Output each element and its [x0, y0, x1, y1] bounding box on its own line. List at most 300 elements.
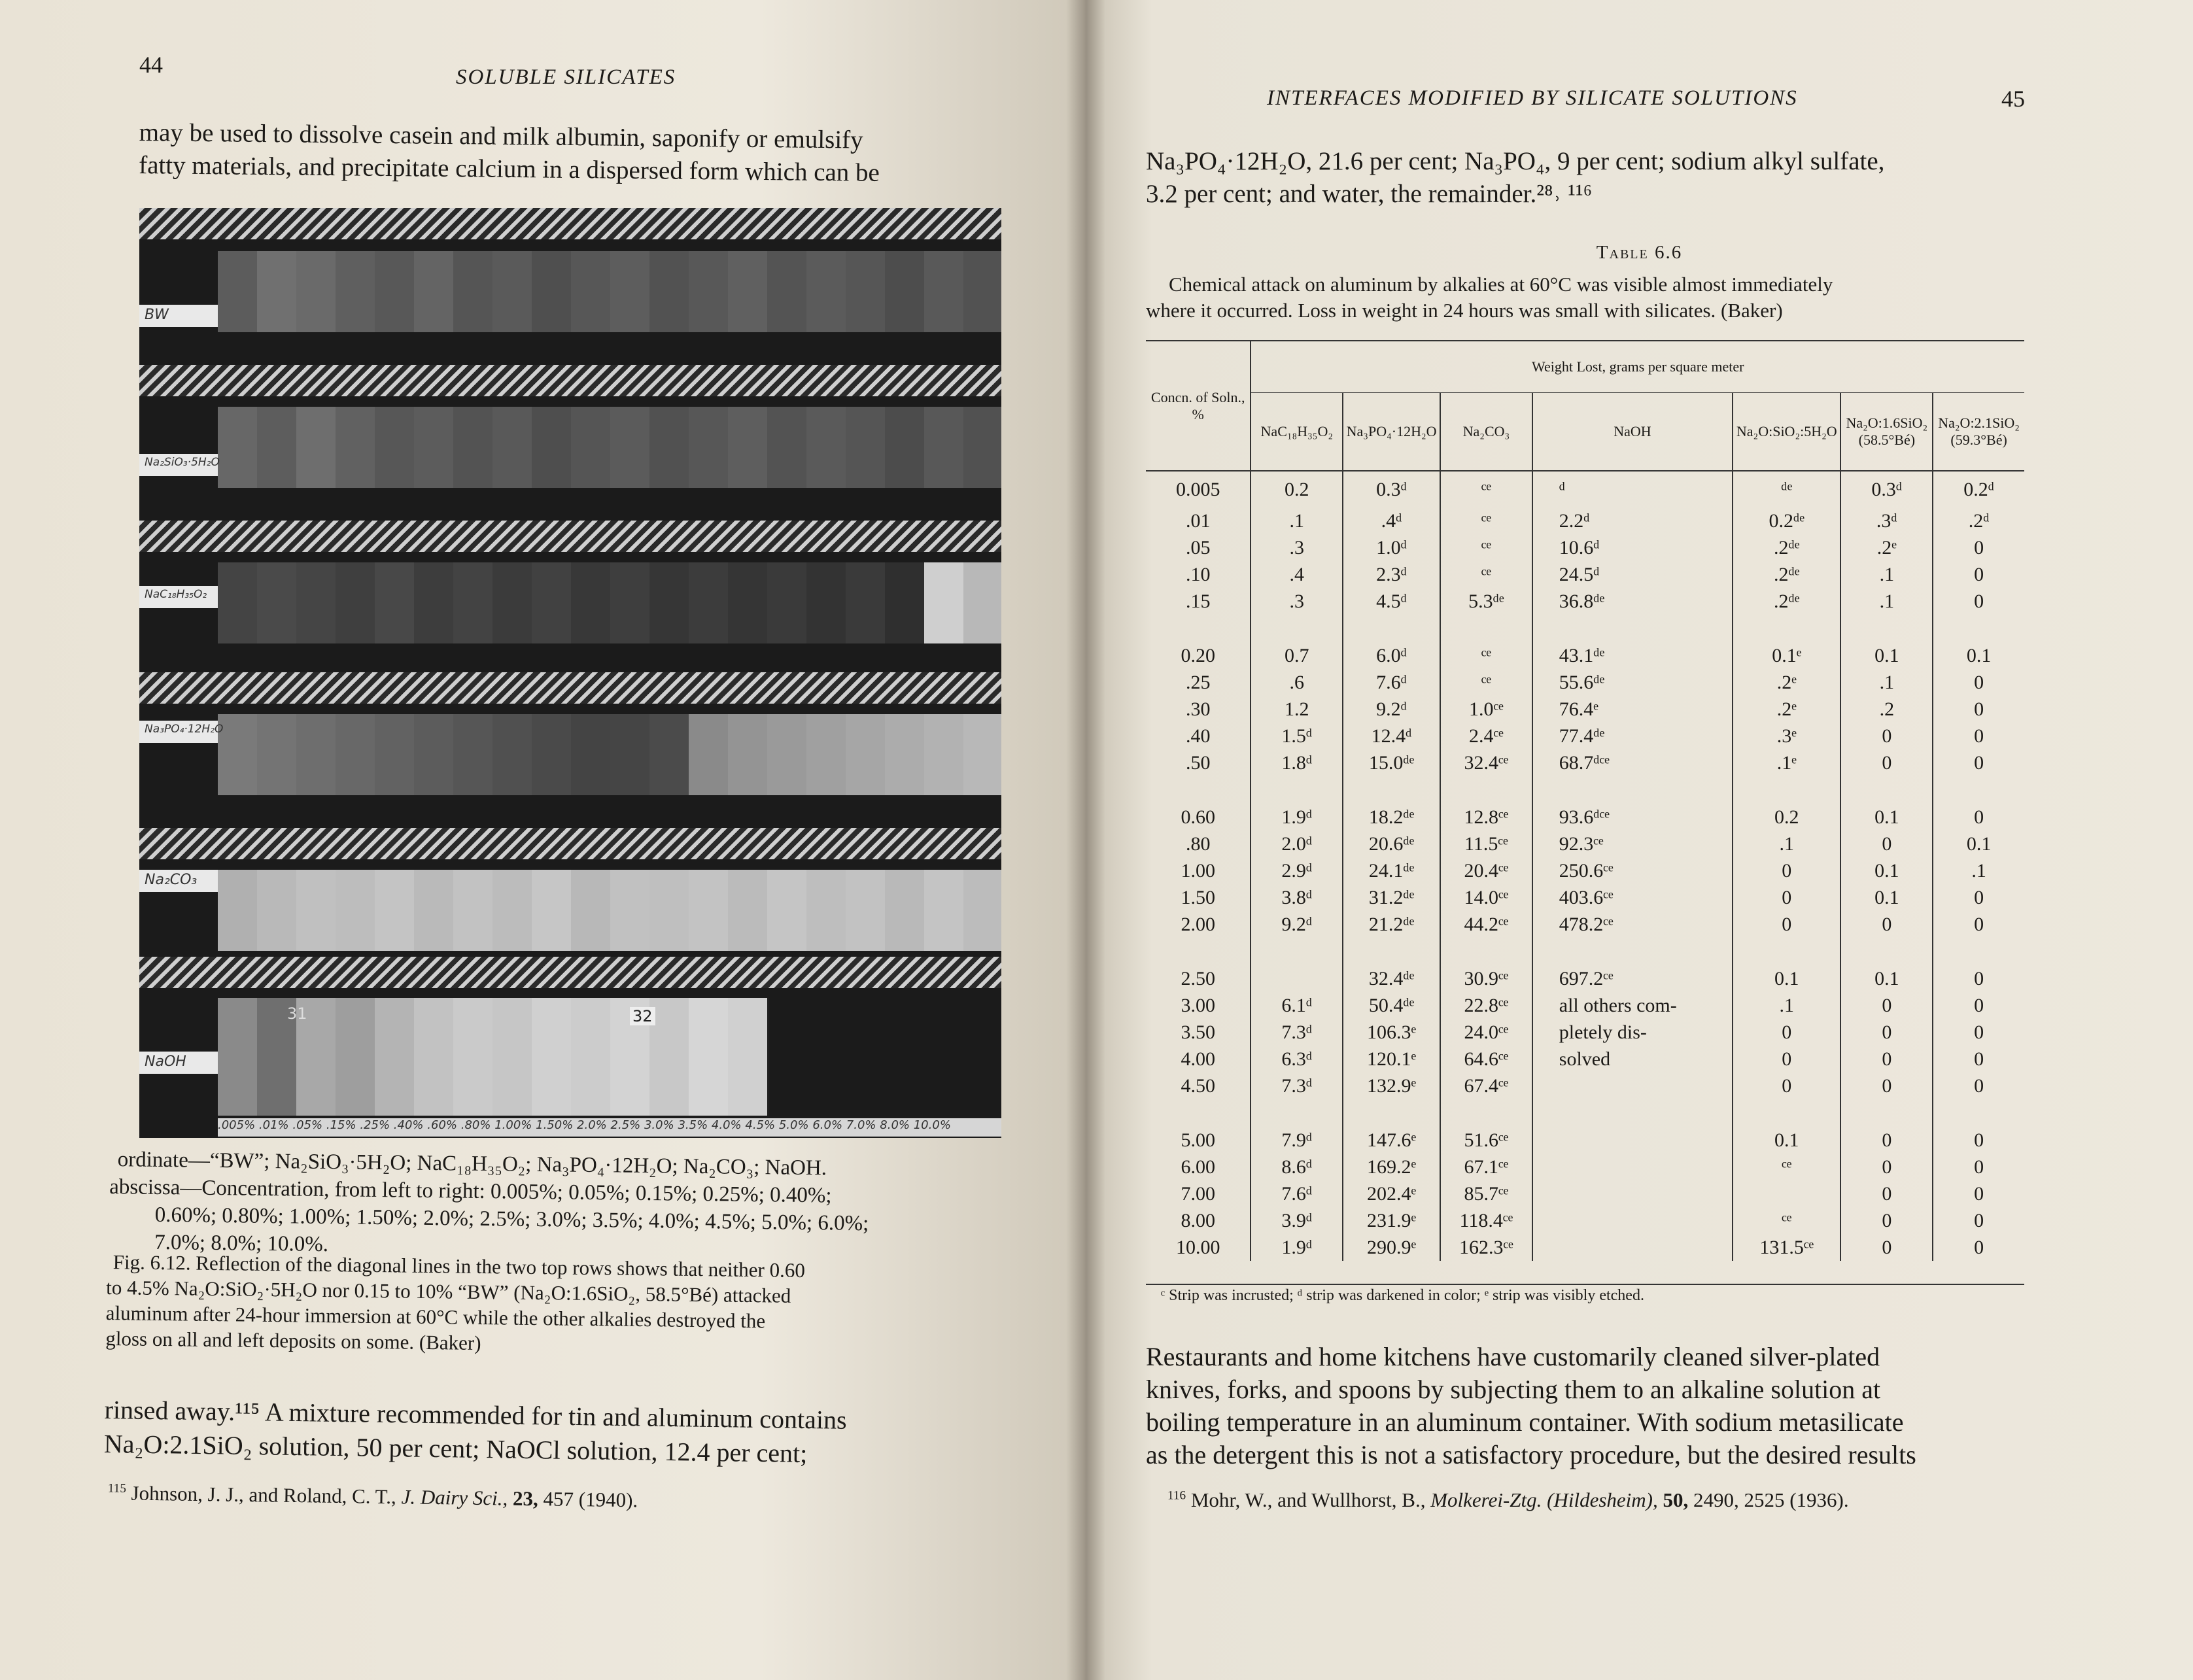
concentration-cell: .80: [1185, 832, 1211, 855]
caption-line: to 4.5% Na₂O:SiO₂·5H₂O nor 0.15 to 10% “BW” (Na₂O:1.6SiO₂, 58.5°Bé) attacked: [106, 1275, 791, 1307]
value-cell: 0: [1933, 1046, 2024, 1072]
value-cell: solved: [1532, 1046, 1733, 1072]
value-cell: 131.5ᶜᵉ: [1733, 1234, 1840, 1261]
caption-line: 0.60%; 0.80%; 1.00%; 1.50%; 2.0%; 2.5%; 3.0%; 3.5%; 4.0%; 4.5%; 5.0%; 6.0%;: [154, 1203, 869, 1236]
figure-caption: [105, 1249, 1006, 1362]
value-cell: ᶜᵉ: [1733, 1154, 1840, 1180]
value-cell: 7.9ᵈ: [1251, 1127, 1343, 1154]
value-cell: 92.3ᶜᵉ: [1532, 831, 1733, 857]
weight-loss-table: [1146, 340, 2024, 1261]
caption-line: 7.0%; 8.0%; 10.0%.: [154, 1230, 329, 1257]
abscissa-label: 1.50%: [536, 1118, 574, 1132]
abscissa-label: 4.5%: [745, 1118, 776, 1132]
value-cell: 1.0ᶜᵉ: [1440, 696, 1532, 723]
table-row: [1146, 1207, 2024, 1234]
stub-header: Concn. of Soln., %: [1146, 341, 1251, 471]
value-cell: .1: [1840, 588, 1933, 615]
table-row: [1146, 588, 2024, 615]
concentration-cell: .25: [1185, 671, 1211, 693]
value-cell: 250.6ᶜᵉ: [1532, 857, 1733, 884]
table-row: [1146, 1180, 2024, 1207]
value-cell: 0.3ᵈ: [1840, 471, 1933, 507]
value-cell: 0: [1933, 911, 2024, 938]
table-row: [1146, 1234, 2024, 1261]
value-cell: 2.2ᵈ: [1532, 507, 1733, 534]
hatch-band: [139, 365, 1001, 396]
value-cell: 50.4ᵈᵉ: [1343, 992, 1440, 1019]
group-spacer: [1146, 776, 2024, 804]
value-cell: .2ᵈ: [1933, 507, 2024, 534]
abscissa-label: .25%: [360, 1118, 390, 1132]
running-head: SOLUBLE SILICATES: [456, 65, 676, 89]
row-label-stearate: NaC₁₈H₃₅O₂: [139, 586, 218, 608]
concentration-cell: 1.50: [1181, 886, 1215, 908]
value-cell: ᶜᵉ: [1733, 1207, 1840, 1234]
value-cell: 7.3ᵈ: [1251, 1019, 1343, 1046]
caption-line: ordinate—“BW”; Na₂SiO₃·5H₂O; NaC₁₈H₃₅O₂; Na₃PO₄·12H₂O; Na₂CO₃; NaOH.: [117, 1148, 827, 1180]
footnote-number: 116: [1167, 1488, 1186, 1503]
value-cell: 5.3ᵈᵉ: [1440, 588, 1532, 615]
value-cell: [1532, 1127, 1733, 1154]
abscissa-label: 3.0%: [644, 1118, 674, 1132]
abscissa-label: 6.0%: [812, 1118, 843, 1132]
value-cell: 0: [1840, 1234, 1933, 1261]
caption-line: aluminum after 24-hour immersion at 60°C while the other alkalies destroyed the: [105, 1301, 766, 1333]
value-cell: 0: [1933, 1154, 2024, 1180]
value-cell: 12.8ᶜᵉ: [1440, 804, 1532, 831]
table-row: [1146, 992, 2024, 1019]
abscissa-label: 8.0%: [880, 1118, 910, 1132]
abscissa-label: 3.5%: [678, 1118, 708, 1132]
value-cell: 24.0ᶜᵉ: [1440, 1019, 1532, 1046]
value-cell: .1: [1733, 831, 1840, 857]
value-cell: .6: [1251, 669, 1343, 696]
value-cell: 12.4ᵈ: [1343, 723, 1440, 749]
value-cell: 9.2ᵈ: [1251, 911, 1343, 938]
value-cell: 697.2ᶜᵉ: [1532, 965, 1733, 992]
concentration-cell: .10: [1185, 563, 1211, 585]
table-row: [1146, 561, 2024, 588]
value-cell: .2ᵈᵉ: [1733, 534, 1840, 561]
table-row: [1146, 534, 2024, 561]
value-cell: 0: [1840, 911, 1933, 938]
text-line: rinsed away.¹¹⁵ A mixture recommended for tin and aluminum contains: [104, 1394, 847, 1435]
value-cell: ᵈᵉ: [1733, 471, 1840, 507]
value-cell: 11.5ᶜᵉ: [1440, 831, 1532, 857]
strip-number: 31: [287, 1004, 307, 1023]
value-cell: 0: [1733, 857, 1840, 884]
page-number: 45: [2001, 86, 2025, 112]
value-cell: 0: [1933, 534, 2024, 561]
caption-line: abscissa—Concentration, from left to right: 0.005%; 0.05%; 0.15%; 0.25%; 0.40%;: [109, 1174, 832, 1208]
value-cell: 231.9ᵉ: [1343, 1207, 1440, 1234]
value-cell: [1532, 1180, 1733, 1207]
abscissa-label: .80%: [460, 1118, 491, 1132]
table-row: [1146, 804, 2024, 831]
strip-row-bw: [139, 246, 1001, 337]
value-cell: 14.0ᶜᵉ: [1440, 884, 1532, 911]
value-cell: 0.1: [1733, 1127, 1840, 1154]
concentration-cell: .40: [1185, 725, 1211, 747]
value-cell: 55.6ᵈᵉ: [1532, 669, 1733, 696]
strip-number: 32: [630, 1007, 655, 1025]
table-row: [1146, 749, 2024, 776]
value-cell: 0: [1933, 561, 2024, 588]
value-cell: .3: [1251, 534, 1343, 561]
value-cell: ᵈ: [1532, 471, 1733, 507]
column-header: Na₃PO₄·12H₂O: [1343, 393, 1440, 471]
table-row: [1146, 1127, 2024, 1154]
value-cell: 169.2ᵉ: [1343, 1154, 1440, 1180]
value-cell: 0: [1933, 588, 2024, 615]
value-cell: 44.2ᶜᵉ: [1440, 911, 1532, 938]
abscissa-label: .15%: [326, 1118, 356, 1132]
table-rule: [1146, 1284, 2024, 1285]
value-cell: 0: [1840, 1127, 1933, 1154]
value-cell: [1532, 1207, 1733, 1234]
caption-line: gloss on all and left deposits on some. (Baker): [105, 1326, 481, 1355]
concentration-cell: 0.20: [1181, 644, 1215, 666]
text-line: knives, forks, and spoons by subjecting them to an alkaline solution at: [1146, 1375, 1881, 1404]
concentration-cell: 4.50: [1181, 1074, 1215, 1097]
text-line: boiling temperature in an aluminum container. With sodium metasilicate: [1146, 1407, 1904, 1437]
value-cell: 31.2ᵈᵉ: [1343, 884, 1440, 911]
value-cell: 147.6ᵉ: [1343, 1127, 1440, 1154]
value-cell: 43.1ᵈᵉ: [1532, 642, 1733, 669]
value-cell: .3ᵈ: [1840, 507, 1933, 534]
value-cell: .4ᵈ: [1343, 507, 1440, 534]
value-cell: .3: [1251, 588, 1343, 615]
value-cell: 15.0ᵈᵉ: [1343, 749, 1440, 776]
value-cell: 1.0ᵈ: [1343, 534, 1440, 561]
footnote-rest: 457 (1940).: [543, 1487, 638, 1512]
value-cell: 1.2: [1251, 696, 1343, 723]
table-row: [1146, 642, 2024, 669]
table-footnote: ᶜ Strip was incrusted; ᵈ strip was darkened in color; ᵉ strip was visibly etched.: [1161, 1287, 1644, 1304]
book-gutter: [1066, 0, 1105, 1680]
value-cell: 0: [1840, 1207, 1933, 1234]
footnote-journal: J. Dairy Sci.,: [401, 1485, 508, 1510]
caption-line: Fig. 6.12. Reflection of the diagonal lines in the two top rows shows that neither 0.60: [112, 1250, 806, 1282]
value-cell: 4.5ᵈ: [1343, 588, 1440, 615]
abscissa-label: 5.0%: [778, 1118, 809, 1132]
value-cell: .3ᵉ: [1733, 723, 1840, 749]
text-line: fatty materials, and precipitate calcium in a dispersed form which can be: [138, 150, 880, 187]
value-cell: 36.8ᵈᵉ: [1532, 588, 1733, 615]
value-cell: 21.2ᵈᵉ: [1343, 911, 1440, 938]
abscissa-label: .60%: [427, 1118, 457, 1132]
value-cell: 0: [1933, 1072, 2024, 1099]
value-cell: .1: [1251, 507, 1343, 534]
value-cell: 76.4ᵉ: [1532, 696, 1733, 723]
column-header: Na₂O:SiO₂:5H₂O: [1733, 393, 1840, 471]
row-label-carbonate: Na₂CO₃: [139, 870, 218, 892]
value-cell: 30.9ᶜᵉ: [1440, 965, 1532, 992]
concentration-cell: 5.00: [1181, 1129, 1215, 1151]
top-paragraph: [139, 116, 1029, 191]
value-cell: 0.7: [1251, 642, 1343, 669]
column-header: Na₂O:2.1SiO₂ (59.3°Bé): [1933, 393, 2024, 471]
value-cell: 3.9ᵈ: [1251, 1207, 1343, 1234]
value-cell: .2ᵉ: [1840, 534, 1933, 561]
table-row: [1146, 911, 2024, 938]
concentration-cell: 8.00: [1181, 1209, 1215, 1231]
hatch-band: [139, 957, 1001, 988]
abscissa-label: 10.0%: [913, 1118, 951, 1132]
value-cell: 0.1: [1840, 642, 1933, 669]
strip-row-metasilicate: [139, 402, 1001, 493]
table-row: [1146, 831, 2024, 857]
value-cell: 7.6ᵈ: [1251, 1180, 1343, 1207]
value-cell: 2.9ᵈ: [1251, 857, 1343, 884]
value-cell: [1532, 1072, 1733, 1099]
row-label-naoh: NaOH: [139, 1052, 218, 1074]
group-spacer: [1146, 1099, 2024, 1127]
value-cell: 10.6ᵈ: [1532, 534, 1733, 561]
table-body: [1146, 471, 2024, 1261]
column-header: NaC₁₈H₃₅O₂: [1251, 393, 1343, 471]
footnote-volume: 23,: [512, 1486, 539, 1511]
concentration-cell: 7.00: [1181, 1182, 1215, 1205]
value-cell: 118.4ᶜᵉ: [1440, 1207, 1532, 1234]
value-cell: .1: [1840, 669, 1933, 696]
value-cell: .1: [1933, 857, 2024, 884]
table-row: [1146, 884, 2024, 911]
value-cell: 0: [1933, 696, 2024, 723]
value-cell: 8.6ᵈ: [1251, 1154, 1343, 1180]
bottom-paragraph: [104, 1393, 1007, 1473]
value-cell: 0: [1933, 1127, 2024, 1154]
value-cell: .2ᵉ: [1733, 669, 1840, 696]
value-cell: 9.2ᵈ: [1343, 696, 1440, 723]
value-cell: 0: [1933, 992, 2024, 1019]
row-label-metasilicate: Na₂SiO₃·5H₂O: [139, 454, 218, 476]
text-line: may be used to dissolve casein and milk albumin, saponify or emulsify: [139, 118, 863, 154]
value-cell: 0.2: [1733, 804, 1840, 831]
value-cell: 0: [1733, 884, 1840, 911]
value-cell: 51.6ᶜᵉ: [1440, 1127, 1532, 1154]
concentration-cell: 2.50: [1181, 967, 1215, 989]
value-cell: 0: [1933, 749, 2024, 776]
strip-row-naoh: [139, 993, 1001, 1117]
value-cell: 0: [1733, 1072, 1840, 1099]
concentration-cell: 6.00: [1181, 1156, 1215, 1178]
column-header: NaOH: [1532, 393, 1733, 471]
footnote: [1167, 1486, 2031, 1514]
concentration-cell: .01: [1185, 509, 1211, 532]
value-cell: 6.1ᵈ: [1251, 992, 1343, 1019]
text-line: as the detergent this is not a satisfactory procedure, but the desired results: [1146, 1440, 1916, 1469]
value-cell: .2ᵈᵉ: [1733, 561, 1840, 588]
value-cell: 0: [1933, 884, 2024, 911]
value-cell: 3.8ᵈ: [1251, 884, 1343, 911]
abscissa-label: .005%: [218, 1118, 256, 1132]
bottom-paragraph: [1146, 1341, 2024, 1471]
value-cell: ᶜᵉ: [1440, 471, 1532, 507]
value-cell: pletely dis-: [1532, 1019, 1733, 1046]
value-cell: 1.8ᵈ: [1251, 749, 1343, 776]
table-row: [1146, 965, 2024, 992]
value-cell: 0: [1840, 1154, 1933, 1180]
hatch-band: [139, 672, 1001, 704]
running-head: INTERFACES MODIFIED BY SILICATE SOLUTIONS: [1267, 86, 1798, 110]
text-line: Na₂O:2.1SiO₂ solution, 50 per cent; NaOCl solution, 12.4 per cent;: [103, 1428, 808, 1469]
hatch-band: [139, 828, 1001, 859]
concentration-cell: 0.60: [1181, 806, 1215, 828]
value-cell: 0.1: [1840, 804, 1933, 831]
value-cell: 2.4ᶜᵉ: [1440, 723, 1532, 749]
value-cell: 1.5ᵈ: [1251, 723, 1343, 749]
value-cell: 0: [1840, 1019, 1933, 1046]
column-header: Na₂O:1.6SiO₂ (58.5°Bé): [1840, 393, 1933, 471]
table-row: [1146, 471, 2024, 507]
footnote-journal: Molkerei-Ztg. (Hildesheim),: [1430, 1488, 1658, 1511]
row-label-bw: BW: [139, 305, 218, 327]
value-cell: [1532, 1154, 1733, 1180]
footnote-volume: 50,: [1663, 1488, 1689, 1511]
value-cell: 7.3ᵈ: [1251, 1072, 1343, 1099]
value-cell: 0: [1840, 1180, 1933, 1207]
value-cell: 24.1ᵈᵉ: [1343, 857, 1440, 884]
value-cell: 0: [1933, 669, 2024, 696]
footnote-authors: Johnson, J. J., and Roland, C. T.,: [131, 1481, 397, 1509]
value-cell: 20.4ᶜᵉ: [1440, 857, 1532, 884]
value-cell: [1251, 965, 1343, 992]
concentration-cell: 10.00: [1175, 1236, 1220, 1258]
value-cell: ᶜᵉ: [1440, 669, 1532, 696]
value-cell: 0: [1840, 723, 1933, 749]
value-cell: 0: [1733, 1046, 1840, 1072]
value-cell: 6.3ᵈ: [1251, 1046, 1343, 1072]
concentration-cell: 3.00: [1181, 994, 1215, 1016]
value-cell: 85.7ᶜᵉ: [1440, 1180, 1532, 1207]
value-cell: 18.2ᵈᵉ: [1343, 804, 1440, 831]
value-cell: 0: [1933, 965, 2024, 992]
value-cell: 6.0ᵈ: [1343, 642, 1440, 669]
figure-photograph: [139, 208, 1001, 1138]
table-row: [1146, 1154, 2024, 1180]
strip-row-carbonate: [139, 865, 1001, 956]
abscissa-labels: [218, 1118, 1001, 1137]
value-cell: 0: [1840, 1072, 1933, 1099]
footnote-authors: Mohr, W., and Wullhorst, B.,: [1190, 1488, 1426, 1511]
value-cell: [1733, 1180, 1840, 1207]
table-row: [1146, 857, 2024, 884]
value-cell: 132.9ᵉ: [1343, 1072, 1440, 1099]
value-cell: 162.3ᶜᵉ: [1440, 1234, 1532, 1261]
page-number: 44: [139, 52, 163, 78]
table-row: [1146, 507, 2024, 534]
value-cell: .1: [1733, 992, 1840, 1019]
value-cell: 32.4ᵈᵉ: [1343, 965, 1440, 992]
value-cell: 0.2ᵈ: [1933, 471, 2024, 507]
value-cell: 0.1: [1840, 857, 1933, 884]
value-cell: 202.4ᵉ: [1343, 1180, 1440, 1207]
concentration-cell: 2.00: [1181, 913, 1215, 935]
value-cell: .2ᵈᵉ: [1733, 588, 1840, 615]
top-paragraph: [1146, 145, 2035, 211]
table-row: [1146, 669, 2024, 696]
text-line: Na₃PO₄·12H₂O, 21.6 per cent; Na₃PO₄, 9 per cent; sodium alkyl sulfate,: [1146, 147, 1885, 175]
table-row: [1146, 696, 2024, 723]
value-cell: ᶜᵉ: [1440, 534, 1532, 561]
table-row: [1146, 1072, 2024, 1099]
value-cell: 22.8ᶜᵉ: [1440, 992, 1532, 1019]
value-cell: .4: [1251, 561, 1343, 588]
value-cell: 0: [1840, 749, 1933, 776]
value-cell: 0: [1933, 1234, 2024, 1261]
value-cell: 24.5ᵈ: [1532, 561, 1733, 588]
caption-line: where it occurred. Loss in weight in 24 hours was small with silicates. (Baker): [1146, 299, 1783, 322]
group-spacer: [1146, 615, 2024, 642]
value-cell: 0: [1840, 1046, 1933, 1072]
value-cell: 0.1: [1840, 884, 1933, 911]
table-row: [1146, 1019, 2024, 1046]
concentration-cell: .15: [1185, 590, 1211, 612]
value-cell: 478.2ᶜᵉ: [1532, 911, 1733, 938]
value-cell: 0: [1733, 911, 1840, 938]
value-cell: .1ᵉ: [1733, 749, 1840, 776]
value-cell: 0: [1933, 1019, 2024, 1046]
concentration-cell: .30: [1185, 698, 1211, 720]
concentration-cell: 4.00: [1181, 1048, 1215, 1070]
caption-line: Chemical attack on aluminum by alkalies at 60°C was visible almost immediately: [1169, 273, 1833, 296]
hatch-band: [139, 521, 1001, 552]
value-cell: 64.6ᶜᵉ: [1440, 1046, 1532, 1072]
value-cell: .1: [1840, 561, 1933, 588]
value-cell: 93.6ᵈᶜᵉ: [1532, 804, 1733, 831]
value-cell: 32.4ᶜᵉ: [1440, 749, 1532, 776]
left-page: [0, 0, 1086, 1680]
hatch-band: [139, 208, 1001, 239]
row-label-phosphate: Na₃PO₄·12H₂O: [139, 721, 218, 743]
concentration-cell: .05: [1185, 536, 1211, 558]
footnote-number: 115: [107, 1481, 127, 1496]
concentration-cell: .50: [1185, 751, 1211, 774]
value-cell: ᶜᵉ: [1440, 642, 1532, 669]
value-cell: 67.1ᶜᵉ: [1440, 1154, 1532, 1180]
concentration-cell: 1.00: [1181, 859, 1215, 882]
column-header: Na₂CO₃: [1440, 393, 1532, 471]
value-cell: 0: [1733, 1019, 1840, 1046]
abscissa-label: 7.0%: [846, 1118, 876, 1132]
value-cell: 1.9ᵈ: [1251, 804, 1343, 831]
value-cell: 0.1: [1733, 965, 1840, 992]
value-cell: all others com-: [1532, 992, 1733, 1019]
photo-caption-axes: [109, 1146, 1006, 1267]
value-cell: 0: [1933, 723, 2024, 749]
value-cell: 290.9ᵉ: [1343, 1234, 1440, 1261]
text-line: 3.2 per cent; and water, the remainder.²⁸˒ ¹¹⁶: [1146, 180, 1593, 208]
abscissa-label: .40%: [393, 1118, 424, 1132]
value-cell: 0: [1933, 804, 2024, 831]
value-cell: 106.3ᵉ: [1343, 1019, 1440, 1046]
table-caption: [1146, 271, 2029, 324]
group-spacer: [1146, 938, 2024, 965]
strip-row-phosphate: [139, 709, 1001, 800]
value-cell: 0: [1840, 992, 1933, 1019]
value-cell: 77.4ᵈᵉ: [1532, 723, 1733, 749]
value-cell: 0.3ᵈ: [1343, 471, 1440, 507]
value-cell: ᶜᵉ: [1440, 561, 1532, 588]
value-cell: 0: [1933, 1207, 2024, 1234]
value-cell: 67.4ᶜᵉ: [1440, 1072, 1532, 1099]
value-cell: 7.6ᵈ: [1343, 669, 1440, 696]
abscissa-label: 1.00%: [494, 1118, 532, 1132]
value-cell: 120.1ᵉ: [1343, 1046, 1440, 1072]
footnote-rest: 2490, 2525 (1936).: [1693, 1488, 1849, 1511]
value-cell: 0.2ᵈᵉ: [1733, 507, 1840, 534]
